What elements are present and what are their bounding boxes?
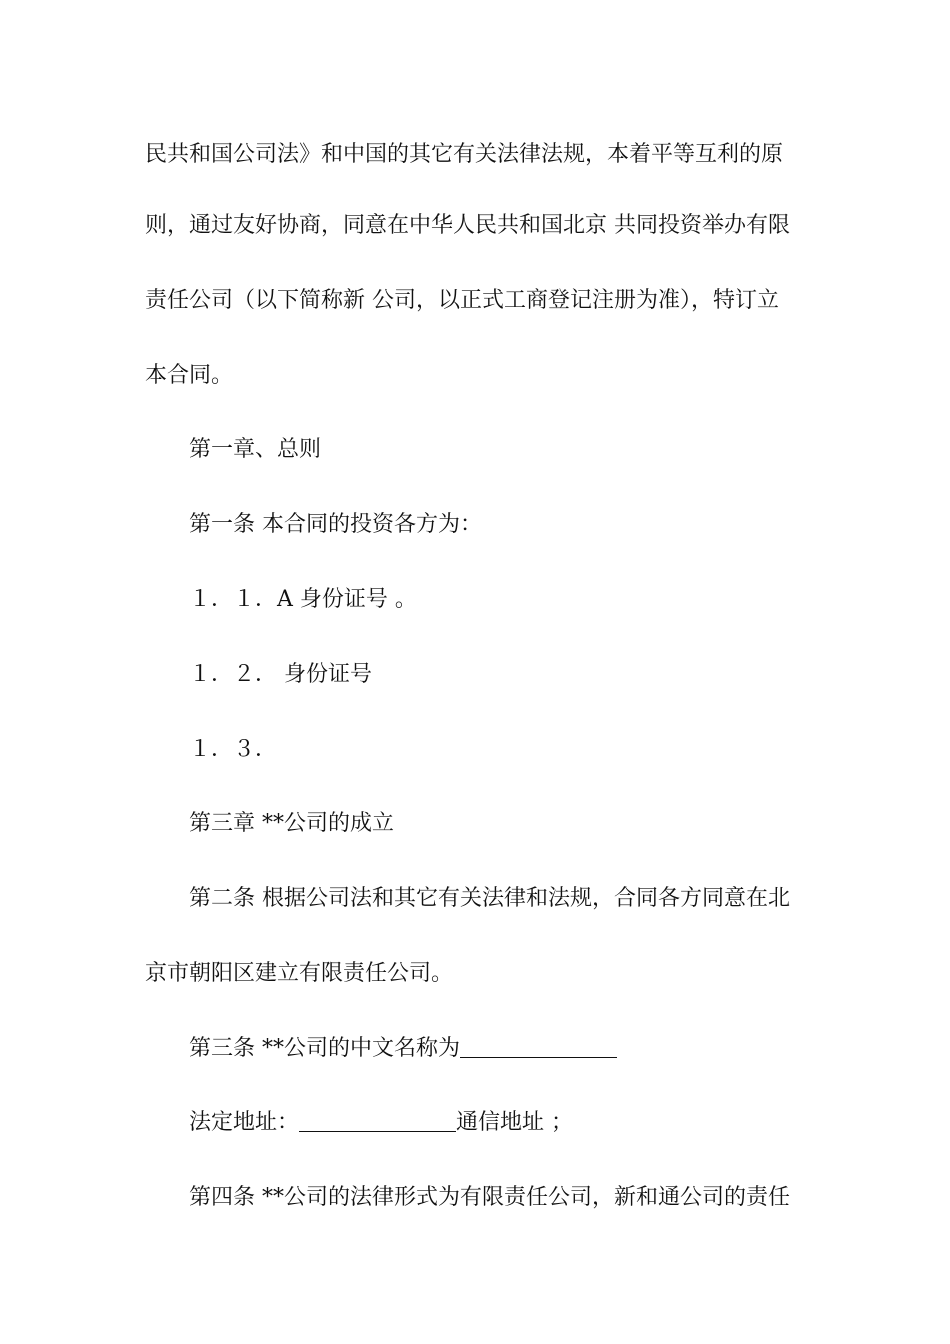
article-line — [189, 1034, 617, 1064]
fill-in-blank — [460, 1035, 617, 1058]
chapter-heading: 第一章、总则 — [189, 437, 322, 462]
address-label: 法定地址： — [189, 1110, 300, 1135]
paragraph-line: 责任公司（以下简称新 公司，以正式工商登记注册为准），特订立 — [145, 288, 779, 313]
article-line: 第一条 本合同的投资各方为： — [189, 512, 482, 537]
fill-in-blank — [299, 1109, 456, 1132]
address-line — [189, 1108, 573, 1138]
chapter-heading: 第三章 **公司的成立 — [189, 811, 394, 836]
paragraph-line: 京市朝阳区建立有限责任公司。 — [145, 961, 454, 986]
list-item: １．１．A 身份证号 。 — [189, 587, 417, 612]
article-line: 第四条 **公司的法律形式为有限责任公司，新和通公司的责任 — [189, 1185, 790, 1210]
paragraph-line: 本合同。 — [145, 363, 234, 388]
article-text: 第三条 **公司的中文名称为 — [189, 1036, 460, 1061]
list-item: １．２． 身份证号 — [189, 662, 372, 687]
paragraph-line: 则，通过友好协商，同意在中华人民共和国北京 共同投资举办有限 — [145, 213, 790, 238]
list-item: １．３． — [189, 737, 278, 762]
paragraph-line: 民共和国公司法》和中国的其它有关法律法规，本着平等互利的原 — [145, 142, 784, 167]
article-line: 第二条 根据公司法和其它有关法律和法规，合同各方同意在北 — [189, 886, 790, 911]
comm-address-label: 通信地址 ； — [456, 1110, 574, 1135]
